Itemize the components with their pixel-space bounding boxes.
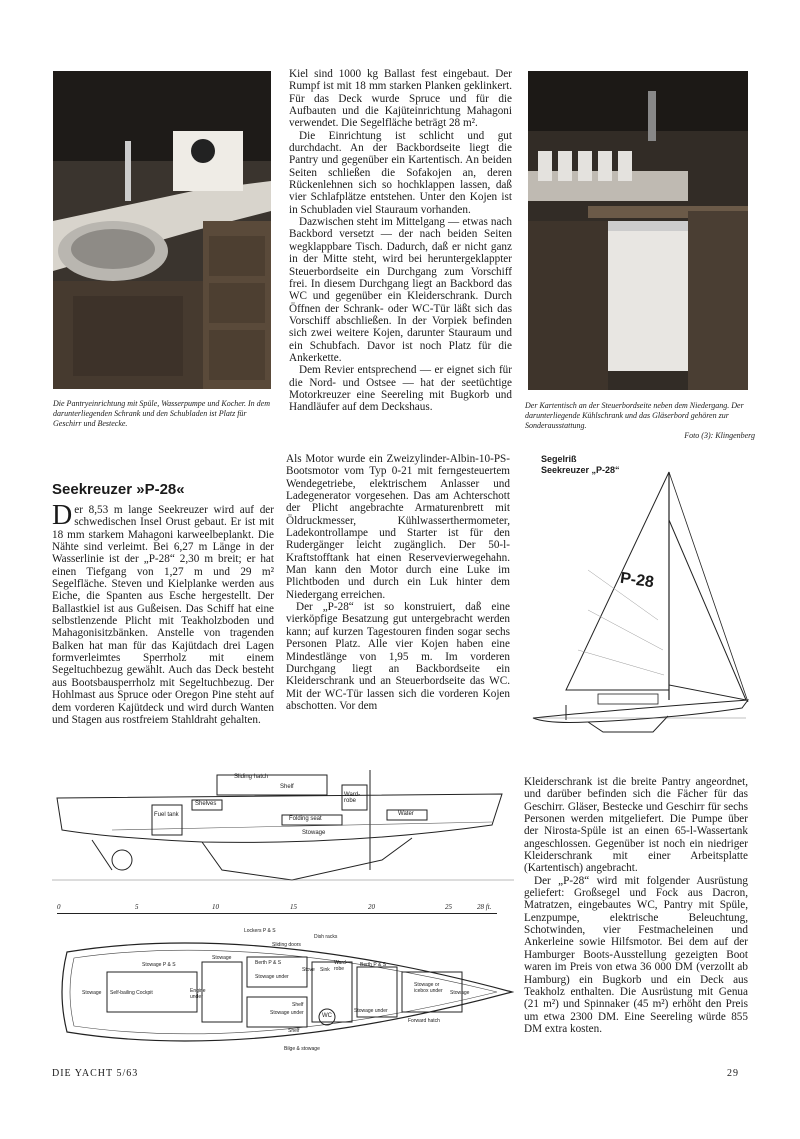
plan-label: Sliding doors xyxy=(272,942,301,948)
plan-label: Stowage xyxy=(212,955,232,961)
scale-tick-label: 5 xyxy=(135,903,139,911)
sail-number: P-28 xyxy=(619,569,655,592)
scale-tick-label: 15 xyxy=(290,903,297,911)
scale-tick-label: 20 xyxy=(368,903,375,911)
plan-label: Stowage under xyxy=(255,974,289,980)
plan-label: Engine under xyxy=(190,988,206,1000)
plan-label: Stowage P & S xyxy=(142,962,176,968)
plan-label: Stowage under xyxy=(354,1008,388,1014)
plan-label: Shelf xyxy=(288,1028,300,1034)
article-title: Seekreuzer »P-28« xyxy=(52,481,185,498)
plan-drawing xyxy=(52,922,514,1062)
plan-label: Stowage xyxy=(82,990,102,996)
article-column-3 xyxy=(524,776,748,1035)
plan-label: Shelf xyxy=(292,1002,304,1008)
chart-table-photo-image xyxy=(528,71,748,390)
article-paragraph: Der „P-28“ wird mit folgender Ausrüstung geliefert: Großsegel und Fock aus Dacron, Matratzen, eingebautes WC, Pantry mit Spüle, Lenzpumpe, elektrische Beleuchtung, Schotwinden, vier Festmacheleinen und Ankerleine sowie Hilfsmotor. Bei dem auf der Hamburger Boots-Ausstellung gezeigten Boot waren im Preis von etwa 36 000 DM (verzollt ab Hamburg) ein Bugkorb und ein Deck aus Teakholz enthalten. Die Ausrüstung mit Genua (21 m²) und Spinnaker (45 m²) erhöht den Preis um etwa 2300 DM. Eine Seereling würde 855 DM extra kosten. xyxy=(524,874,748,1035)
plan-label: Ward-robe xyxy=(334,960,348,972)
plan-label: Berth P & S xyxy=(255,960,282,966)
plan-label: Forward hatch xyxy=(408,1018,440,1024)
top-text-column xyxy=(289,68,512,414)
profile-label-wardrobe: Ward-robe xyxy=(344,792,361,804)
pantry-photo-image xyxy=(53,71,271,389)
plan-label: Stowage xyxy=(450,990,470,996)
profile-drawing xyxy=(52,770,514,902)
plan-label: Lockers P & S xyxy=(244,928,276,934)
plan-label: Sink xyxy=(320,967,330,973)
article-first-paragraph: er 8,53 m lange Seekreuzer wird auf der schwedischen Insel Orust gebaut. Er ist mit 18 mm starkem Mahagoni karweelbeplankt. Die Nähte sind verleimt. Bei 6,27 m Länge in der Wasserlinie ist der „P-28“ 2,30 m breit; er hat einen Tiefgang von 1,27 m und 29 m² Segelfläche. Steven und Kielplanke werden aus Eiche, die Spanten aus Esche hergestellt. Der Ballastkiel ist aus Gußeisen. Das Schiff hat eine selbstlenzende Plicht mit Teakholzboden und Mahagonisitzbänken. Anstelle von tragenden Balken hat man für das Kajütdach drei Lagen formverleimtes Sperrholz mit einem Segeltuchbezug gewählt. Auch das Deck besteht aus Bootsbausperrholz mit Segeltuchbezug. Der Hohlmast aus Spruce oder Oregon Pine steht auf dem vorderen Kajütdeck und wird durch Wanten und Stagen aus rostfreiem Stahldraht gehalten. xyxy=(52,504,274,726)
footer-publication: DIE YACHT 5/63 xyxy=(52,1068,139,1079)
plan-label: Stove xyxy=(302,967,315,973)
scale-bar xyxy=(57,903,497,919)
plan-label: Dish racks xyxy=(314,934,338,940)
pantry-photo xyxy=(53,71,271,389)
chart-table-photo-caption: Der Kartentisch an der Steuerbordseite neben dem Niedergang. Der darunterliegende Kühlschrank und das Gläserbord gehören zur Sonderausstattung. xyxy=(525,401,744,430)
profile-label-stowage: Stowage xyxy=(302,830,326,836)
top-paragraph: Die Einrichtung ist schlicht und gut durchdacht. An der Backbordseite liegt die Pantry und gegenüber ein Kartentisch. An beiden Seiten schließen die Sofakojen an, deren Rückenlehnen sich so hochklappen lassen, daß vier Schlafplätze entstehen. Unter den Kojen ist in Schubladen viel Stauraum vorhanden. xyxy=(289,129,512,216)
photo-credit: Foto (3): Klingenberg xyxy=(684,431,755,440)
scale-tick-label: 25 xyxy=(445,903,452,911)
sail-plan-svg xyxy=(528,450,753,740)
plan-label: Stowage under xyxy=(270,1010,304,1016)
scale-tick-label: 10 xyxy=(212,903,219,911)
article-column-2 xyxy=(286,453,510,712)
article-paragraph: Als Motor wurde ein Zweizylinder-Albin-10-PS-Bootsmotor vom Typ 0-21 mit ferngesteuertem Wendegetriebe, elektrischem Anlasser und Ladegenerator vorgesehen. Das am Achterschott der Plicht angebrachte Armaturenbrett mit Öldruckmesser, Kühlwasserthermometer, Ladekontrollampe und Starter ist für den Rudergänger leicht zugänglich. Der 50-l-Kraftstofftank hat einen Reservevierwegehahn. Man kann den Motor durch eine Luke im Plichtboden und durch ein Luk hinter dem Niedergang erreichen. xyxy=(286,453,510,601)
profile-label-sliding-hatch: Sliding hatch xyxy=(234,774,269,780)
scale-tick-label: 0 xyxy=(57,903,61,911)
drop-cap: D xyxy=(52,500,73,531)
profile-label-water: Water xyxy=(398,811,414,817)
page-number: 29 xyxy=(727,1068,739,1079)
plan-label: Berth P & S xyxy=(360,962,387,968)
pantry-photo-caption: Die Pantryeinrichtung mit Spüle, Wasserpumpe und Kocher. In dem darunterliegenden Schrank und den Schubladen ist Platz für Geschirr und Bestecke. xyxy=(53,399,271,428)
plan-label: WC xyxy=(322,1013,332,1019)
scale-tick-label: 28 ft. xyxy=(477,903,492,911)
sail-plan-drawing xyxy=(528,450,753,740)
article-paragraph: Der „P-28“ ist so konstruiert, daß eine vierköpfige Besatzung gut untergebracht werden kann; auf kurzen Tagestouren finden sogar sechs Personen Platz. Alle vier Kojen haben eine Mindestlänge von 1,95 m. Im vorderen Durchgang liegt an Backbordseite ein Kleiderschrank und an Steuerbordseite das WC. Mit der WC-Tür lassen sich die vorderen Kojen abschotten. Vor dem xyxy=(286,601,510,712)
top-paragraph: Kiel sind 1000 kg Ballast fest eingebaut. Der Rumpf ist mit 18 mm starken Planken geklinkert. Für das Deck wurde Spruce und für die Aufbauten und die Kajüteinrichtung Mahagoni verwendet. Die Segelfläche beträgt 28 m². xyxy=(289,68,512,130)
plan-label: Stowage or icebox under xyxy=(414,982,443,994)
chart-table-photo xyxy=(528,71,748,390)
sail-plan-title: Segelriß xyxy=(541,454,577,464)
plan-label: Self-bailing Cockpit xyxy=(110,990,153,996)
article-column-1 xyxy=(52,500,274,726)
profile-label-shelf: Shelf xyxy=(280,784,294,790)
sail-plan-subtitle: Seekreuzer „P-28“ xyxy=(541,465,620,475)
top-paragraph: Dem Revier entsprechend — er eignet sich für die Nord- und Ostsee — hat der seetüchtige Motorkreuzer eine Seereling mit Bugkorb und Handläufer auf dem Deckshaus. xyxy=(289,364,512,414)
profile-label-folding-seat: Folding seat xyxy=(289,816,322,822)
top-paragraph: Dazwischen steht im Mittelgang — etwas nach Backbord versetzt — der nach beiden Seiten wegklappbare Tisch. Dadurch, daß er nicht ganz in der Mitte steht, wird bei heruntergeklappter Steuerbordseite ein Durchgang zum Vorschiff frei. In diesem Durchgang liegt an Backbord das WC und gegenüber ein Kleiderschrank. Durch Öffnen der Schrank- oder WC-Tür läßt sich das Vorschiff abschließen. In der Vorpiek befinden sich zwei weitere Kojen, darunter Stauraum und ein Schubfach. Davor ist noch Platz für die Ankerkette. xyxy=(289,216,512,364)
profile-label-shelves: Shelves xyxy=(195,801,217,807)
article-paragraph: Kleiderschrank ist die breite Pantry angeordnet, und darüber befinden sich die Fächer für das Geschirr. Gläser, Bestecke und Geschirr für sechs Personen werden mitgeliefert. Die Pumpe über der Nirosta-Spüle ist an einen 65-l-Wassertank angeschlossen. Gegenüber ist noch ein niedriger Kleiderschrank mit einer Arbeitsplatte (Kartentisch) angebracht. xyxy=(524,776,748,875)
plan-label: Bilge & stowage xyxy=(284,1046,320,1052)
profile-label-fuel-tank: Fuel tank xyxy=(154,812,179,818)
